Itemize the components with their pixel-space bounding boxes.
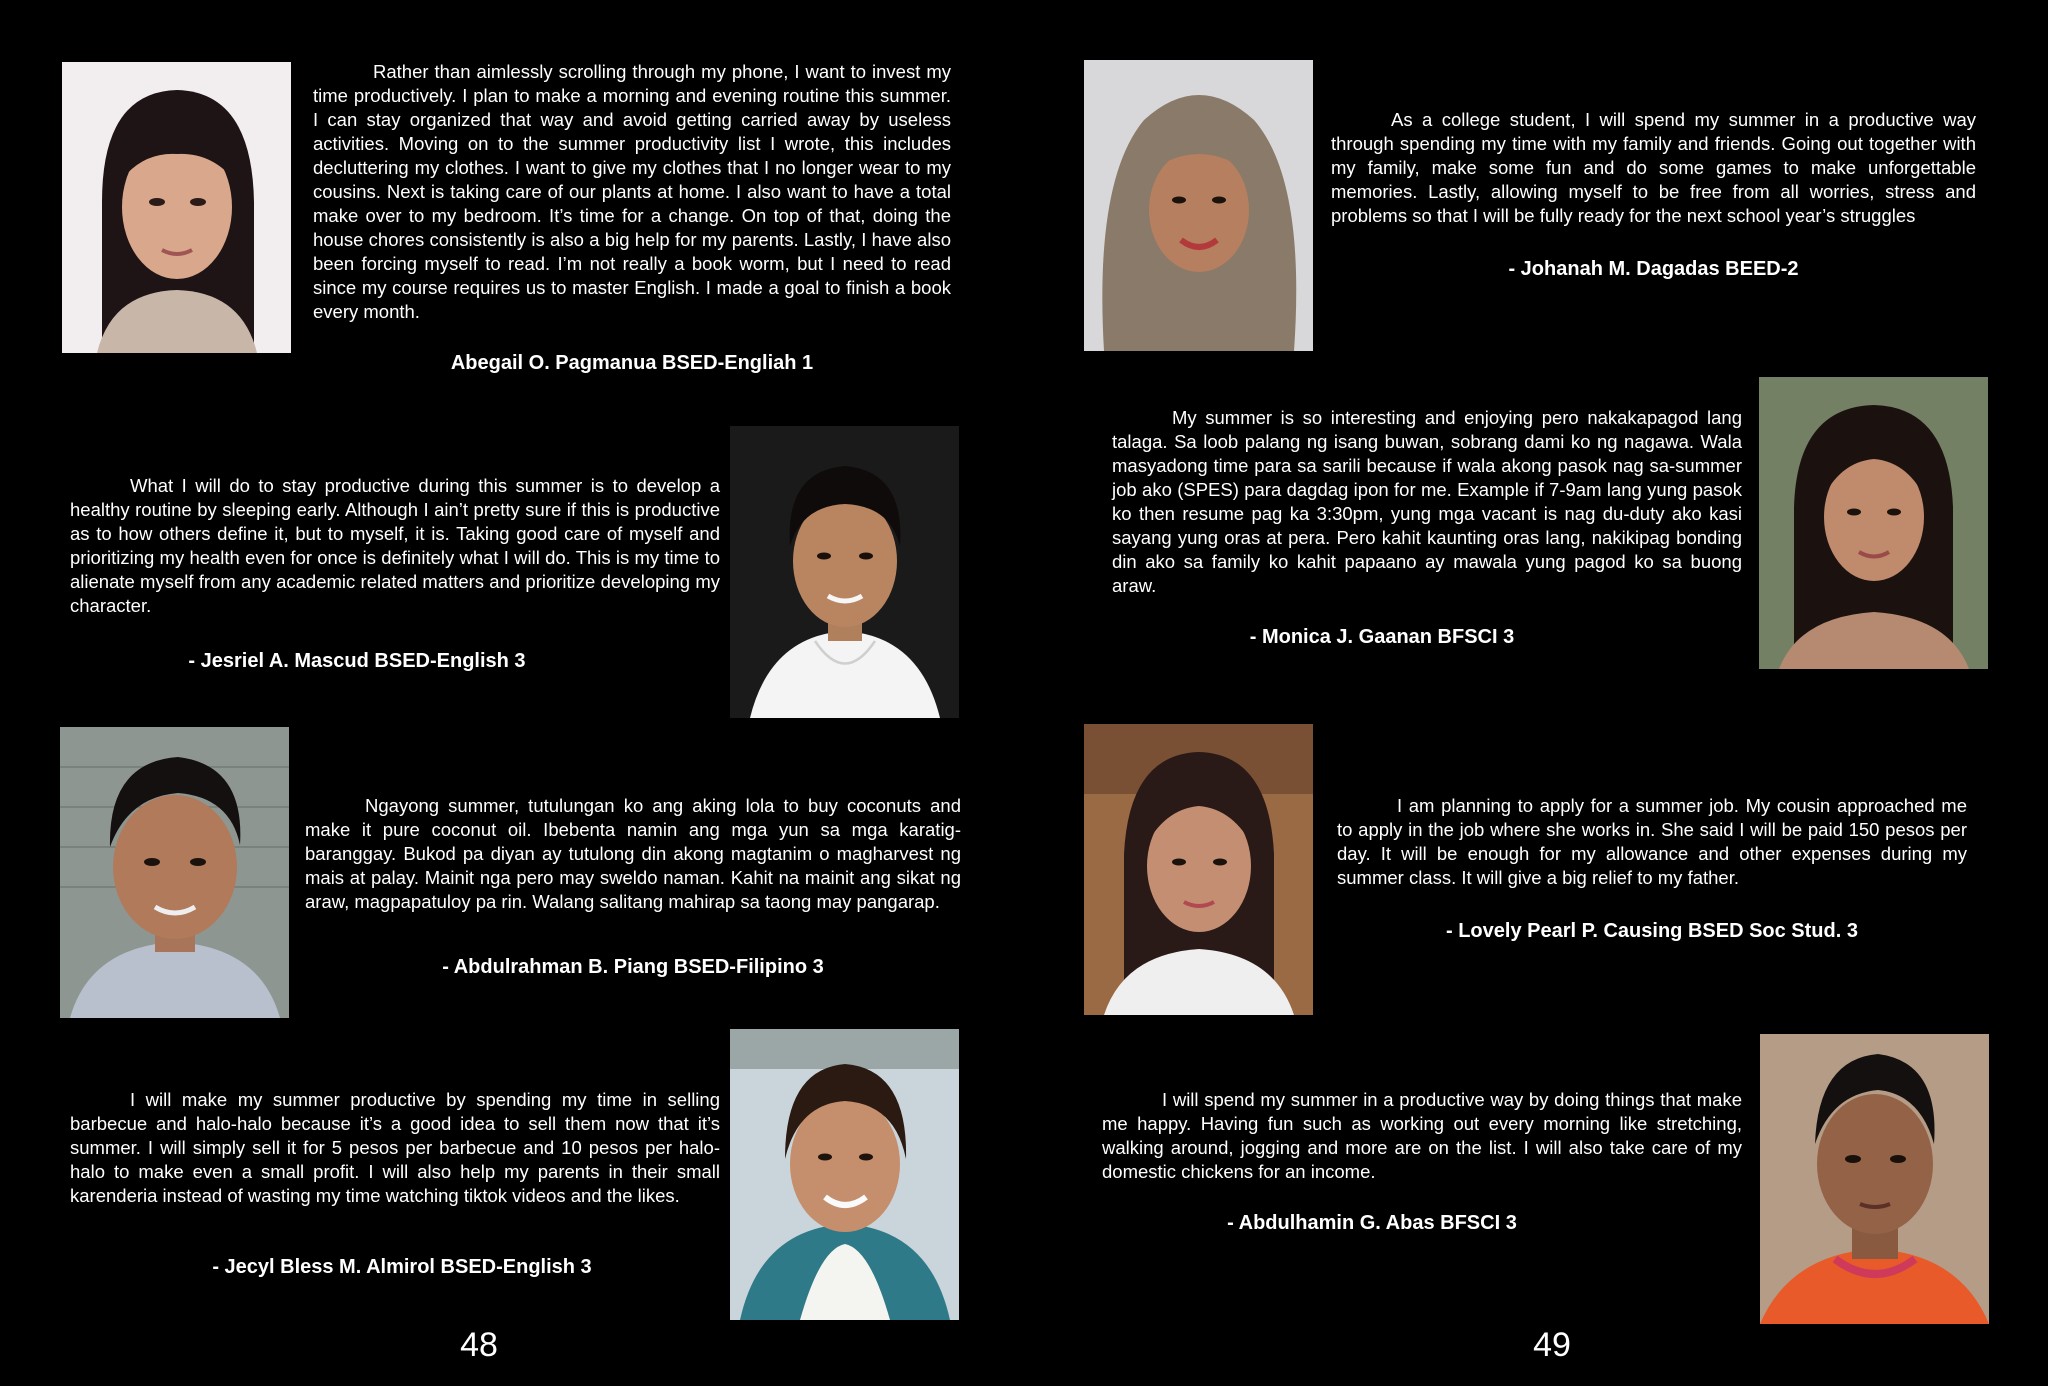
- student-photo-monica: [1759, 377, 1988, 669]
- entry-text-jesriel: What I will do to stay productive during this summer is to develop a healthy routine by sleeping early. Although I ain’t pretty sure if this is productive as to how others define it, but to myself, it is. Taking good care of myself and prioritizing my health even for once is definitely what I will do. This is my time to alienate myself from any academic related matters and prioritize developing my character.: [70, 475, 720, 616]
- student-photo-abdulrahman: [60, 727, 289, 1018]
- signature-abdulrahman: - Abdulrahman B. Piang BSED-Filipino 3: [442, 956, 824, 978]
- signature-jecyl: - Jecyl Bless M. Almirol BSED-English 3: [212, 1256, 592, 1278]
- signature-jesriel: - Jesriel A. Mascud BSED-English 3: [188, 650, 526, 672]
- student-photo-lovely-pearl: [1084, 724, 1313, 1015]
- signature-johanah: - Johanah M. Dagadas BEED-2: [1508, 258, 1799, 280]
- page-number: 48: [460, 1326, 498, 1364]
- student-photo-jesriel: [730, 426, 959, 718]
- signature-monica: - Monica J. Gaanan BFSCI 3: [1249, 626, 1515, 648]
- signature-abdulhamin: - Abdulhamin G. Abas BFSCI 3: [1227, 1212, 1517, 1234]
- student-photo-abegail: [62, 62, 291, 353]
- right-page: [1024, 0, 2048, 1386]
- entry-text-johanah: As a college student, I will spend my summer in a productive way through spending my time with my family and friends. Going out together with my family, make some fun and do some games to make unforgettable memories. Lastly, allowing myself to be free from all worries, stress and problems so that I will be fully ready for the next school year’s struggles: [1331, 109, 1976, 226]
- page-number: 49: [1533, 1326, 1571, 1364]
- student-photo-jecyl: [730, 1029, 959, 1320]
- signature-abegail: Abegail O. Pagmanua BSED-Engliah 1: [450, 352, 814, 374]
- entry-text-abdulhamin: I will spend my summer in a productive way by doing things that make me happy. Having fun such as working out every morning like stretching, walking around, jogging and more are on the list. I will also take care of my domestic chickens for an income.: [1102, 1089, 1742, 1182]
- entry-text-jecyl: I will make my summer productive by spending my time in selling barbecue and halo-halo because it’s a good idea to sell them now that it’s summer. I will simply sell it for 5 pesos per barbecue and 10 pesos per halo-halo to make even a small profit. I will also help my parents in their small karenderia instead of wasting my time watching tiktok videos and the likes.: [70, 1089, 720, 1206]
- entry-text-abegail: Rather than aimlessly scrolling through my phone, I want to invest my time productively. I plan to make a morning and evening routine this summer. I can stay organized that way and avoid getting carried away by useless activities. Moving on to the summer productivity list I wrote, this includes decluttering my clothes. I want to give my clothes that I no longer wear to my cousins. Next is taking care of our plants at home. I also want to have a total make over to my bedroom. It’s time for a change. On top of that, doing the house chores consistently is also a big help for my parents. Lastly, I have also been forcing myself to read. I’m not really a book worm, but I need to read since my course requires us to master English. I made a goal to finish a book every month.: [313, 61, 951, 322]
- entry-text-abdulrahman: Ngayong summer, tutulungan ko ang aking lola to buy coconuts and make it pure coconut oil. Ibebenta namin ang mga yun sa mga karatig-baranggay. Bukod pa diyan ay tutulong din akong magtanim o magharvest ng mais at palay. Mainit nga pero may sweldo naman. Kahit na mainit ang sikat ng araw, magpapatuloy pa rin. Walang salitang mahirap sa taong may pangarap.: [305, 795, 961, 912]
- entry-text-lovely-pearl: I am planning to apply for a summer job. My cousin approached me to apply in the job where she works in. She said I will be paid 150 pesos per day. It will be enough for my allowance and other expenses during my summer class. It will give a big relief to my father.: [1337, 795, 1967, 888]
- student-photo-johanah: [1084, 60, 1313, 351]
- signature-lovely-pearl: - Lovely Pearl P. Causing BSED Soc Stud. 3: [1446, 920, 1858, 942]
- student-photo-abdulhamin: [1760, 1034, 1989, 1324]
- entry-text-monica: My summer is so interesting and enjoying pero nakakapagod lang talaga. Sa loob palang ng isang buwan, sobrang dami ko ng nagawa. Wala masyadong time para sa sarili because if wala akong pasok nag sa-summer job ako (SPES) para dagdag ipon for me. Example if 7-9am lang yung pasok ko then resume pag ka 3:30pm, yung mga vacant is nag du-duty ako kasi sayang yung oras at pera. Pero kahit kaunting oras lang, nakikipag bonding din ako sa family ko kahit papaano ay mawala yung pagod ko sa buong araw.: [1112, 407, 1742, 596]
